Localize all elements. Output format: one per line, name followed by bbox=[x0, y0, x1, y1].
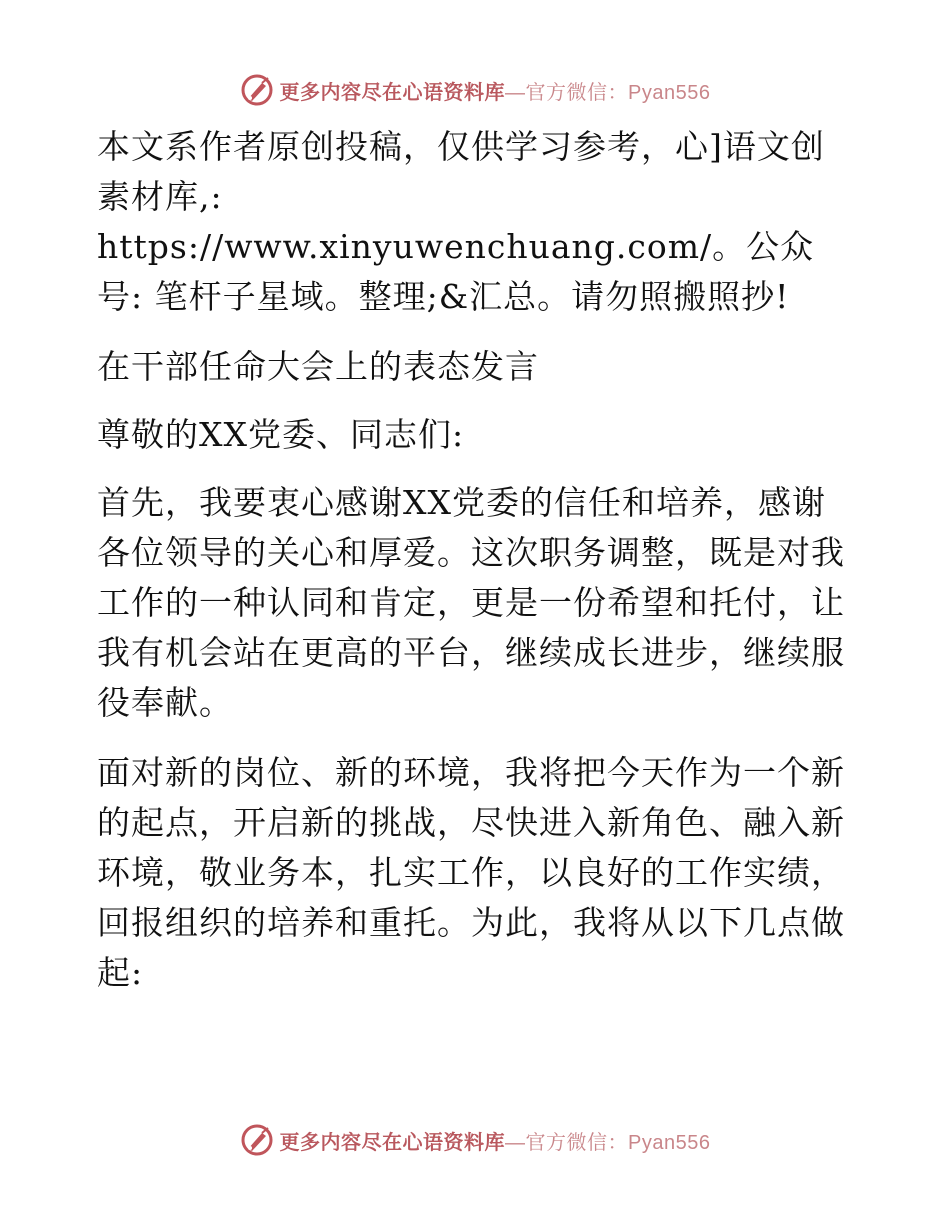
watermark-separator: — bbox=[505, 81, 526, 104]
body-paragraph: 面对新的岗位、新的环境，我将把今天作为一个新的起点，开启新的挑战，尽快进入新角色、融入新环境，敬业务本，扎实工作，以良好的工作实绩，回报组织的培养和重托。为此，我将从以下几点做起: bbox=[97, 753, 845, 992]
document-body bbox=[97, 122, 857, 998]
quill-pen-seal-icon bbox=[240, 1123, 274, 1157]
watermark-brand: 更多内容尽在心语资料库 bbox=[279, 81, 506, 104]
body-paragraph: 首先，我要衷心感谢XX党委的信任和培养，感谢各位领导的关心和厚爱。这次职务调整，既是对我工作的一种认同和肯定，更是一份希望和托付，让我有机会站在更高的平台，继续成长进步，继续服役奉献。 bbox=[97, 483, 845, 722]
source-notice-paragraph: 本文系作者原创投稿，仅供学习参考，心]语文创素材库,: https://www.xinyuwenchuang.com/。公众号: 笔杆子星域。整理;&汇总。请勿照搬照抄! bbox=[97, 127, 825, 316]
watermark-separator: — bbox=[505, 1131, 526, 1154]
watermark-contact: 官方微信：Pyan556 bbox=[525, 1131, 711, 1154]
watermark-brand: 更多内容尽在心语资料库 bbox=[279, 1131, 506, 1154]
document-title: 在干部任命大会上的表态发言 bbox=[97, 347, 539, 386]
quill-pen-seal-icon bbox=[240, 73, 274, 107]
watermark-contact: 官方微信：Pyan556 bbox=[525, 81, 711, 104]
salutation: 尊敬的XX党委、同志们: bbox=[97, 415, 465, 454]
footer-watermark bbox=[0, 1120, 950, 1160]
header-watermark bbox=[0, 70, 950, 110]
